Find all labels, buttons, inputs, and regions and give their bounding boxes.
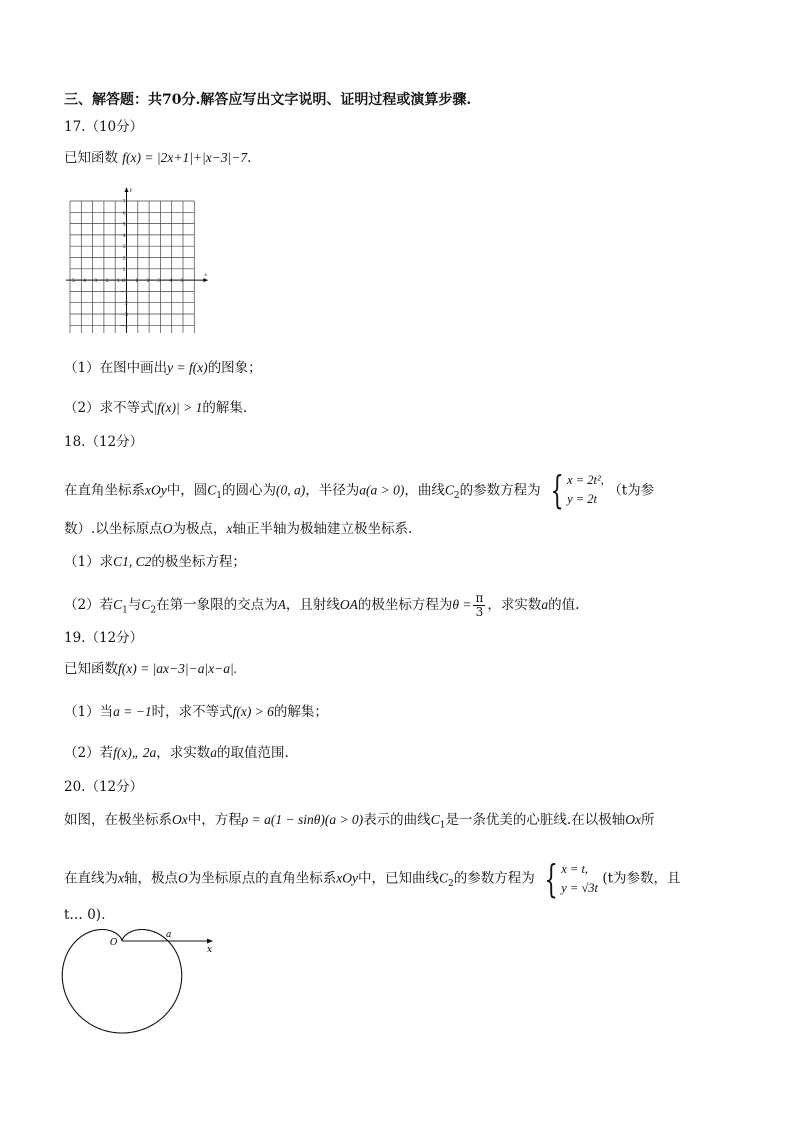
q18-center: (0, a) <box>275 482 306 498</box>
x-tick-label: 2 <box>146 277 150 284</box>
q18-part1 <box>64 552 744 572</box>
q18-text-c: 的圆心为 <box>221 482 276 499</box>
q20-line1-d: 是一条优美的心脏线.在以极轴 <box>445 812 626 828</box>
q19-part1-mid: 时，求不等式 <box>151 704 233 720</box>
y-tick-label: 7 <box>122 199 126 205</box>
q18-part2-d: ，且射线 <box>285 597 340 613</box>
q18-param-x: x = 2t², <box>567 473 604 487</box>
q20-line1-a: 如图，在极坐标系 <box>64 812 172 828</box>
q19-part2-prefix: （2）若 <box>64 745 114 761</box>
q18-c1: C <box>207 482 217 498</box>
q18-line2-o: O <box>162 521 173 536</box>
q20-cardioid-figure <box>60 922 220 1034</box>
q20-line1-c: 表示的曲线 <box>363 812 431 828</box>
q17-part1 <box>64 358 744 378</box>
q19-part2-suffix: 的取值范围. <box>216 745 289 761</box>
q18-part1-curves: C1, C2 <box>113 554 152 569</box>
x-tick-label: −1 <box>112 277 121 284</box>
q19-number: 19.（12分） <box>64 630 144 646</box>
q19-part2-mid: ，求实数 <box>156 745 211 761</box>
q17-part2-suffix: 的解集. <box>202 400 248 416</box>
q17-part1-suffix: 的图象； <box>207 360 262 376</box>
q18-line2-b: 为极点， <box>172 521 227 537</box>
q18-line2 <box>64 519 744 539</box>
y-tick-label: −1 <box>120 289 128 296</box>
q20-line2: 在直线为x轴，极点O为坐标原点的直角坐标系xOy中，已知曲线$C_2$的参数方程为 { x = t, y = √3t (t为参数，且 <box>64 857 681 901</box>
x-tick-label: −4 <box>78 277 87 284</box>
q17-coordinate-grid <box>60 183 210 333</box>
cardioid-curve <box>62 930 182 1034</box>
x-tick-label: −5 <box>67 277 75 284</box>
q18-part2: （2）若$C_1$与$C_2$在第一象限的交点为A，且射线OA的极坐标方程为θ = $\frac{\pi}{3}$ ，求实数a的值. <box>64 591 580 619</box>
q17-part1-expr: y = f(x) <box>167 360 208 375</box>
q18-part2-f: ，求实数 <box>487 597 542 613</box>
q18-part2-e: 的极坐标方程为 <box>357 597 453 613</box>
q18-text-a: 在直角坐标系 <box>64 482 145 499</box>
q20-param-x: x = t, <box>561 862 589 876</box>
q19-part2 <box>64 743 744 763</box>
q18-param-system: { x = 2t², y = 2t <box>550 468 604 512</box>
q19-part1-suffix: 的解集； <box>273 704 328 720</box>
q18-pi: π <box>475 591 484 605</box>
q17-part2 <box>64 398 744 418</box>
y-tick-label: 5 <box>122 221 126 228</box>
q18-param-y: y = 2t <box>567 492 598 506</box>
q17-part2-expr: |f(x)| > 1 <box>153 400 203 415</box>
q20-fig-x: x <box>207 945 213 955</box>
q18-text-d: ，半径为 <box>305 482 360 499</box>
y-tick-label: 1 <box>122 266 126 273</box>
y-axis-arrow <box>125 187 129 192</box>
q18-var-a: a <box>541 597 549 612</box>
y-tick-label: −4 <box>120 323 128 330</box>
q20-line1-e: 所 <box>640 812 655 828</box>
q18-text-g: （t为参 <box>608 482 655 499</box>
y-tick-label: 4 <box>122 232 126 239</box>
x-tick-label: 1 <box>135 277 139 284</box>
q20-equation: ρ = a(1 − sinθ)(a > 0) <box>241 812 364 827</box>
q18-text-f: 的参数方程为 <box>459 482 541 499</box>
q20-line2-b: 轴，极点 <box>124 870 178 887</box>
x-tick-label: 5 <box>180 277 184 284</box>
y-tick-label: 3 <box>122 244 126 251</box>
q20-number: 20.（12分） <box>64 779 144 795</box>
q20-line1: 如图，在极坐标系Ox中，方程ρ = a(1 − sinθ)(a > 0)表示的曲线$C_1$是一条优美的心脏线.在以极轴Ox所 <box>64 812 655 831</box>
y-tick-label: 2 <box>122 255 126 262</box>
x-axis-label: x <box>204 272 208 279</box>
q19-part1-ineq: f(x) > 6 <box>232 704 274 719</box>
x-tick-label: −3 <box>90 277 98 284</box>
polar-axis-arrow <box>207 939 213 944</box>
q18-point-a: A <box>277 597 286 612</box>
x-tick-label: 3 <box>157 277 162 284</box>
section-title: 三、解答题：共70分.解答应写出文字说明、证明过程或演算步骤. <box>64 92 472 108</box>
q19-part1-prefix: （1）当 <box>64 704 114 720</box>
x-tick-label: −2 <box>101 277 109 284</box>
q18-text-b: 中，圆 <box>166 482 208 499</box>
q18-number: 18.（12分） <box>64 434 144 450</box>
q18-ray-oa: OA <box>339 597 358 612</box>
q19-stem <box>64 659 744 679</box>
q19-function: f(x) = |ax−3|−a|x−a|. <box>118 661 238 676</box>
q18-line2-c: 轴正半轴为极轴建立极坐标系. <box>232 521 413 537</box>
y-tick-label: −2 <box>120 300 128 307</box>
origin-label: O <box>121 277 126 284</box>
y-axis-label: y <box>129 187 133 193</box>
q17-number: 17.（10分） <box>64 119 144 135</box>
q19-part1 <box>64 702 744 722</box>
q18-part2-b: 与 <box>127 597 142 613</box>
q18-theta: θ = <box>452 597 472 612</box>
y-tick-label: 6 <box>122 210 126 217</box>
q18-part2-c: 在第一象限的交点为 <box>156 597 278 613</box>
q18-line2-x: x <box>226 521 233 536</box>
q20-line2-o: O <box>178 870 188 886</box>
q19-part2-ineq: f(x)„ 2a <box>113 745 157 760</box>
q19-part2-var: a <box>210 745 217 760</box>
q19-stem-prefix: 已知函数 <box>64 661 118 677</box>
q18-three: 3 <box>475 605 484 619</box>
q18-part1-suffix: 的极坐标方程； <box>151 554 246 570</box>
q18-radius: a(a > 0) <box>359 482 405 498</box>
q20-line3: t… 0). <box>64 907 106 923</box>
q20-fig-origin: O <box>110 938 118 948</box>
q18-part2-a: （2）若 <box>64 597 114 613</box>
q17-function: f(x) = |2x+1|+|x−3|−7 <box>122 150 248 165</box>
q17-stem-prefix: 已知函数 <box>64 150 118 166</box>
q18-line2-a: 数）.以坐标原点 <box>64 521 163 537</box>
q17-part2-prefix: （2）求不等式 <box>64 400 154 416</box>
q18-part1-prefix: （1）求 <box>64 554 114 570</box>
q20-line2-xoy: xOy <box>336 870 358 886</box>
y-tick-label: −3 <box>120 312 128 318</box>
q20-param-system: { x = t, y = √3t <box>544 857 599 901</box>
q17-part1-prefix: （1）在图中画出 <box>64 360 168 376</box>
q20-line1-b: 中，方程 <box>187 812 242 828</box>
q18-text-e: ，曲线 <box>404 482 445 499</box>
q19-part1-cond: a = −1 <box>113 704 152 719</box>
q20-line2-e: 的参数方程为 <box>453 870 535 887</box>
q20-ox-2: Ox <box>625 812 641 827</box>
q20-fig-a: a <box>166 930 172 940</box>
q20-line2-x: x <box>118 870 124 886</box>
q20-ox: Ox <box>172 812 188 827</box>
q20-line2-d: 中，已知曲线 <box>357 870 439 887</box>
x-axis-arrow <box>203 278 208 282</box>
q20-line2-f: (t为参数，且 <box>602 870 681 887</box>
q18-pi-over-3 <box>473 592 485 619</box>
q20-line2-c: 为坐标原点的直角坐标系 <box>187 870 337 887</box>
q17-stem: 已知函数 f(x) = |2x+1|+|x−3|−7. <box>64 150 252 166</box>
q18-line1: 在直角坐标系xOy中，圆$C_1$的圆心为(0, a)，半径为a(a > 0)，曲线$C_2$的参数方程为 { x = 2t², y = 2t （t为参 <box>64 468 655 512</box>
q18-part2-g: 的值. <box>548 597 580 613</box>
q20-line2-a: 在直线为 <box>64 870 118 887</box>
x-tick-label: 4 <box>169 277 173 284</box>
q18-c2: C <box>444 482 454 498</box>
q18-xoy: xOy <box>145 482 167 498</box>
q20-param-y: y = √3t <box>561 881 599 895</box>
